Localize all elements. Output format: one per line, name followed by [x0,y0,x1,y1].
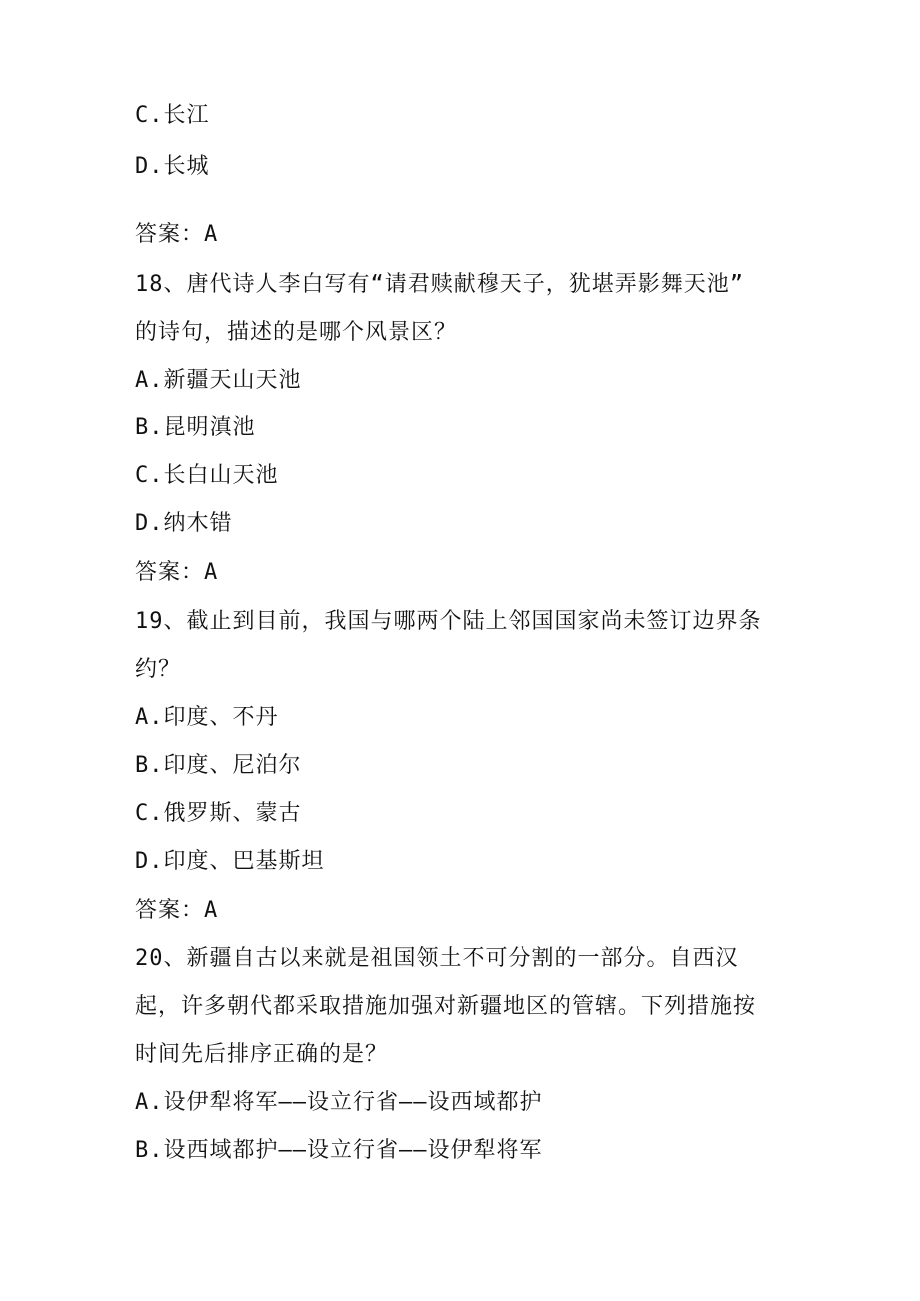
q17-option-d: D.长城 [135,154,210,179]
q18-option-b: B.昆明滇池 [135,415,256,440]
q20-question-line-3: 时间先后排序正确的是？ [135,1042,389,1067]
q20-question-line-1: 20、新疆自古以来就是祖国领土不可分割的一部分。自西汉 [135,946,739,971]
q18-option-d: D.纳木错 [135,511,233,536]
q20-option-b: B.设西域都护——设立行省——设伊犁将军 [135,1138,543,1163]
q18-option-a: A.新疆天山天池 [135,368,302,393]
q17-option-c: C.长江 [135,103,210,128]
q19-option-a: A.印度、不丹 [135,705,279,730]
q18-answer: 答案：A [135,560,219,585]
q19-question-line-2: 约？ [135,657,182,682]
q19-option-b: B.印度、尼泊尔 [135,753,302,778]
q19-question-line-1: 19、截止到目前，我国与哪两个陆上邻国国家尚未签订边界条 [135,609,762,634]
q18-question-line-2: 的诗句，描述的是哪个风景区？ [135,320,458,345]
q19-option-c: C.俄罗斯、蒙古 [135,801,302,826]
q18-option-c: C.长白山天池 [135,463,279,488]
q17-answer: 答案：A [135,222,219,247]
q19-answer: 答案：A [135,898,219,923]
q18-question-line-1: 18、唐代诗人李白写有“请君赎献穆天子，犹堪弄影舞天池” [135,272,744,297]
q20-option-a: A.设伊犁将军——设立行省——设西域都护 [135,1090,543,1115]
q19-option-d: D.印度、巴基斯坦 [135,849,325,874]
q20-question-line-2: 起，许多朝代都采取措施加强对新疆地区的管辖。下列措施按 [135,994,757,1019]
